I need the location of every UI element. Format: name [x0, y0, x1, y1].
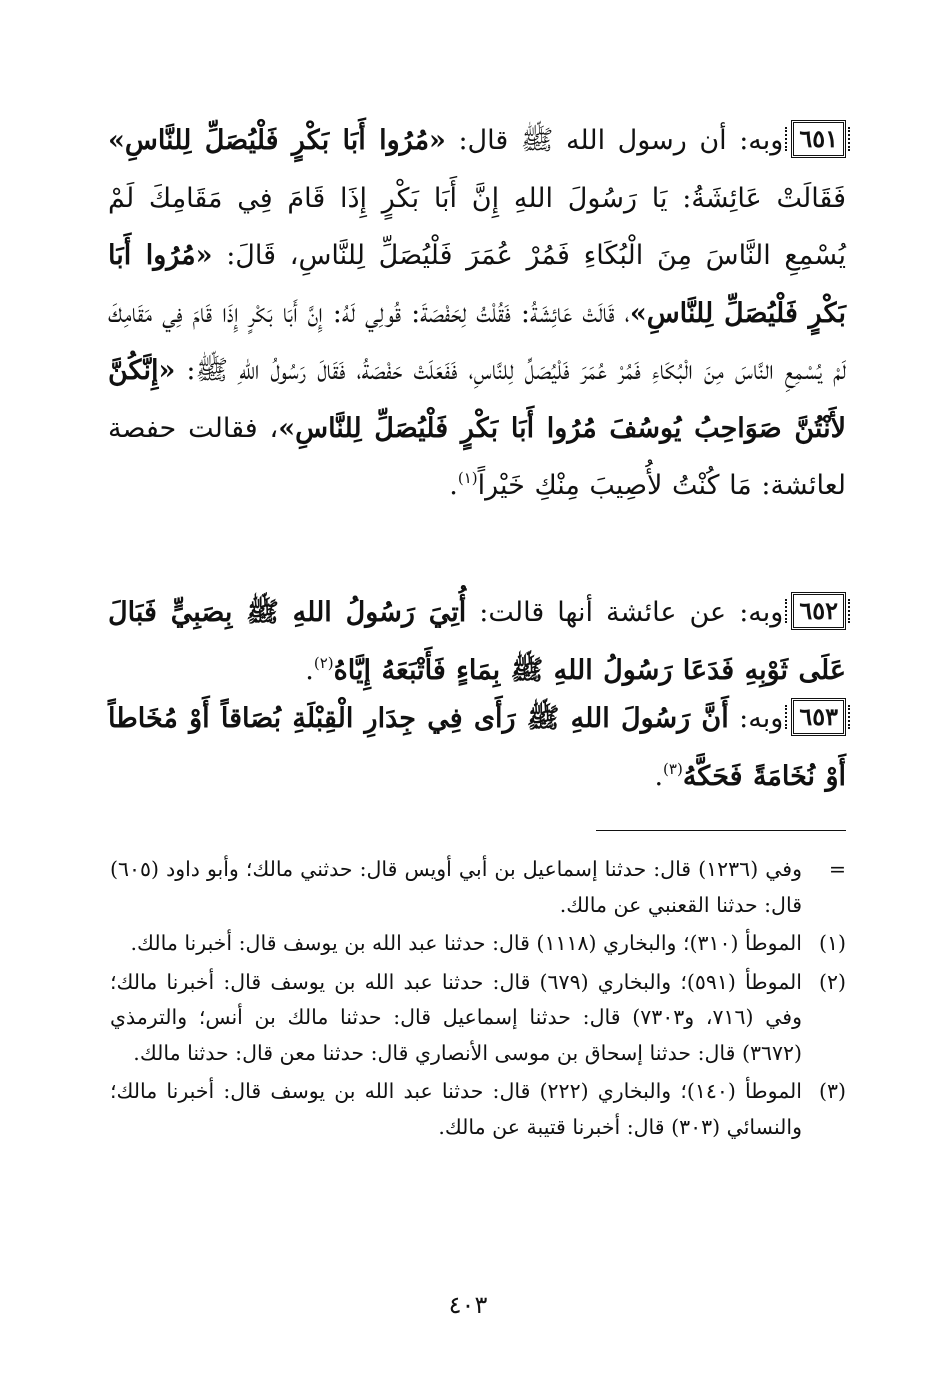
footnote-text: الموطأ (٣١٠)؛ والبخاري (١١١٨) قال: حدثنا عبد الله بن يوسف قال: أخبرنا مالك.: [130, 931, 802, 955]
hadith-quote: أُتِيَ رَسُولُ اللهِ ﷺ بِصَبِيٍّ فَبَالَ عَلَى ثَوْبِهِ فَدَعَا رَسُولُ اللهِ ﷺ بِمَاءٍ فَأَتْبَعَهُ إِيَّاهُ: [108, 597, 846, 686]
footnote-ref[interactable]: (٣): [663, 759, 683, 778]
hadith-narration: .: [654, 760, 664, 792]
footnote-marker: =: [828, 857, 846, 881]
footnote-separator: [596, 830, 846, 831]
hadith-number-badge: ٦٥٢: [791, 592, 846, 630]
footnote-2: [110, 965, 846, 1072]
footnotes: [110, 852, 846, 1148]
hadith-quote: «مُرُوا أَبَا بَكْرٍ فَلْيُصَلِّ لِلنَّاسِ»: [108, 240, 846, 329]
footnote-ref[interactable]: (١): [457, 469, 478, 487]
footnote-3: [110, 1074, 846, 1145]
hadith-narration: ، قَالَتْ عَائِشَةُ: فَقُلْتُ لِحَفْصَةَ: قُولِي لَهُ: إِنَّ أَبَا بَكْرٍ إِذَا قَامَ فِي مَقَامِكَ لَمْ يُسْمِعِ النَّاسَ مِنَ الْبُكَاءِ فَمُرْ عُمَرَ فَلْيُصَلِّ لِلنَّاسِ، فَفَعَلَتْ حَفْصَةُ، فَقَالَ رَسُولُ اللهِ ﷺ:: [108, 297, 846, 386]
hadith-narration: .: [449, 470, 458, 501]
footnote-marker: (١): [818, 931, 846, 955]
page-number: ٤٠٣: [448, 1291, 488, 1319]
footnote-continuation: [110, 852, 846, 923]
hadith-narration: وبه: عن عائشة أنها قالت:: [466, 597, 784, 628]
footnote-marker: (٢): [818, 969, 846, 994]
footnote-1: [110, 926, 846, 962]
footnote-marker: (٣): [818, 1079, 846, 1103]
hadith-narration: وبه: أن رسول الله ﷺ قال:: [445, 125, 784, 156]
footnote-ref[interactable]: (٢): [313, 653, 334, 672]
hadith-quote: «مُرُوا أَبَا بَكْرٍ فَلْيُصَلِّ لِلنَّاسِ»: [108, 125, 446, 156]
hadith-narration: فَقَالَتْ عَائِشَةُ: يَا رَسُولَ اللهِ إِنَّ أَبَا بَكْرٍ إِذَا قَامَ فِي مَقَامِكَ لَمْ يُسْمِعِ النَّاسَ مِنَ الْبُكَاءِ فَمُرْ عُمَرَ فَلْيُصَلِّ لِلنَّاسِ، قَالَ:: [108, 182, 846, 271]
hadith-651: [108, 112, 846, 519]
hadith-narration: .: [305, 654, 314, 686]
hadith-number-badge: ٦٥٣: [791, 698, 846, 736]
footnote-text: الموطأ (١٤٠)؛ والبخاري (٢٢٢) قال: حدثنا عبد الله بن يوسف قال: أخبرنا مالك؛ والنسائي (٣٠٣) قال: أخبرنا قتيبة عن مالك.: [110, 1079, 802, 1139]
hadith-text: [108, 125, 846, 501]
hadith-narration: وبه:: [728, 703, 784, 734]
hadith-quote: أَنَّ رَسُولَ اللهِ ﷺ رَأَى فِي جِدَارِ الْقِبْلَةِ بُصَاقاً أَوْ مُخَاطاً أَوْ نُخَامَةً فَحَكَّهُ: [108, 703, 846, 792]
hadith-number-badge: ٦٥١: [791, 120, 846, 158]
footnote-text: الموطأ (٥٩١)؛ والبخاري (٦٧٩) قال: حدثنا عبد الله بن يوسف قال: أخبرنا مالك؛ وفي (٧١٦، و٧٣٠٣) قال: حدثنا إسماعيل قال: حدثنا مالك بن أنس؛ والترمذي (٣٦٧٢) قال: حدثنا إسحاق بن موسى الأنصاري قال: حدثنا معن قال: حدثنا مالك.: [110, 969, 802, 1065]
hadith-653: [108, 690, 846, 809]
hadith-narration: ، فقالت حفصة لعائشة: مَا كُنْتُ لأُصِيبَ مِنْكِ خَيْراً: [108, 412, 846, 501]
hadith-652: [108, 584, 846, 703]
hadith-text: [108, 597, 846, 686]
hadith-text: [108, 703, 846, 792]
footnote-text: وفي (١٢٣٦) قال: حدثنا إسماعيل بن أبي أويس قال: حدثني مالك؛ وأبو داود (٦٠٥) قال: حدثنا القعنبي عن مالك.: [110, 857, 802, 917]
hadith-quote: «إِنَّكُنَّ لأَنْتُنَّ صَوَاحِبُ يُوسُفَ مُرُوا أَبَا بَكْرٍ فَلْيُصَلِّ لِلنَّاسِ»: [108, 355, 846, 444]
